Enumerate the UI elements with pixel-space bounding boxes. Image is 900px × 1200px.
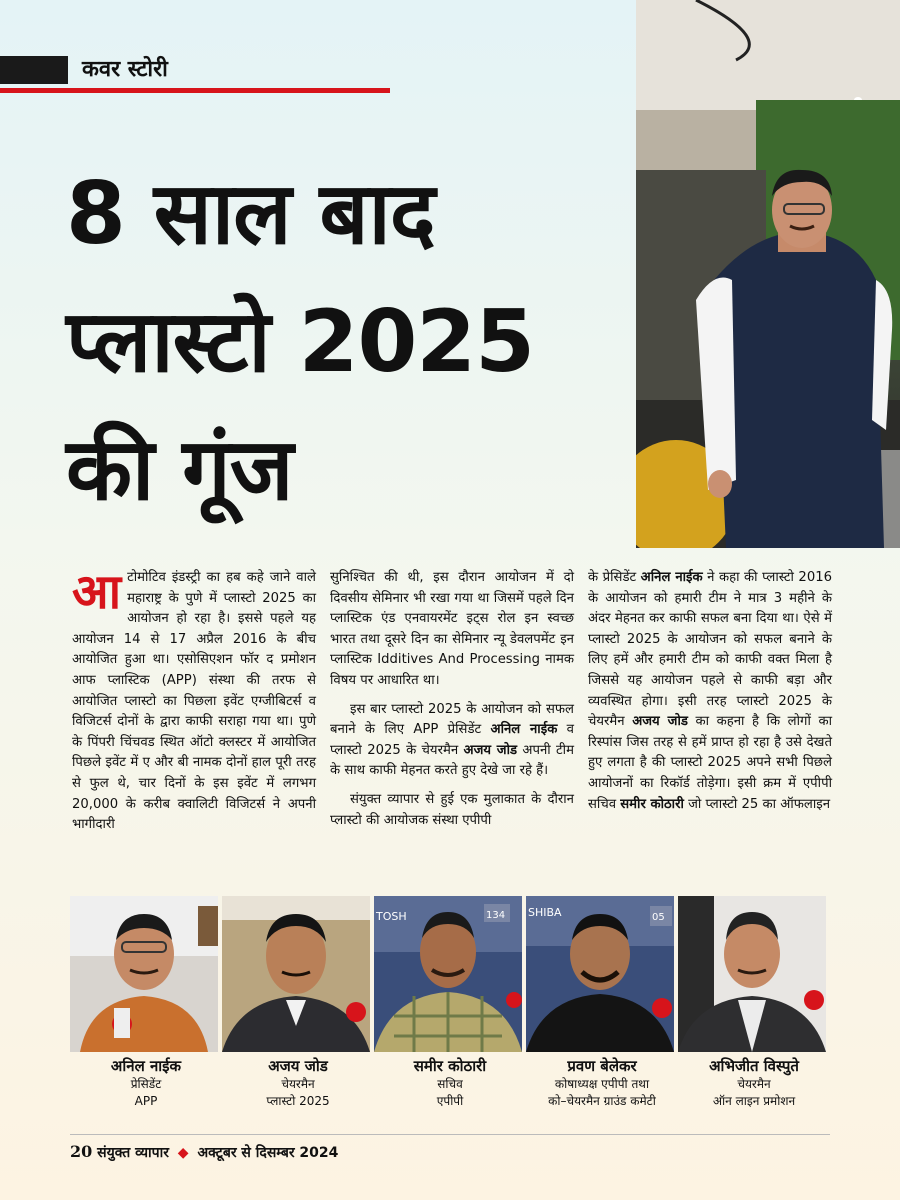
caption-role: कोषाध्यक्ष एपीपी तथा: [554, 1077, 650, 1091]
portrait-sameer-kothari: [374, 896, 522, 1052]
paragraph-text: व प्लास्टो 2025 के चेयरमैन: [330, 722, 575, 758]
article-column-1: [72, 564, 316, 844]
paragraph-text: का कहना है कि लोगों का रिस्पांस जिस तरह से हमें प्राप्त हो रहा है उसे देखते हुए लगता है की प्लास्टो 2025 अपने सभी पिछले आयोजनों का रिकॉर्ड तोड़ेगा। इसी क्रम में एपीपी सचिव: [588, 714, 832, 812]
screen-number: 134: [486, 910, 506, 921]
caption: [526, 1056, 678, 1110]
caption: [678, 1056, 830, 1110]
paragraph-text: अपनी टीम के साथ काफी मेहनत करते हुए देखे जा रहे हैं।: [330, 742, 574, 779]
person-name: अनिल नाईक: [640, 570, 703, 585]
person-photo-icon: [636, 0, 900, 548]
paragraph-text: जो प्लास्टो 25 का ऑफलाइन: [688, 796, 831, 812]
article-column-2: [330, 568, 574, 839]
article-column-3: [588, 568, 832, 823]
caption-role: सचिव: [437, 1077, 463, 1091]
caption: [70, 1056, 222, 1110]
caption-name: अनिल नाईक: [110, 1057, 182, 1075]
paragraph-text: इस बार प्लास्टो 2025 के आयोजन को सफल बनाने के लिए APP प्रेसिडेंट: [330, 701, 574, 738]
footer-rule: [70, 1134, 830, 1135]
paragraph: [330, 700, 574, 782]
hero-photo: [636, 0, 900, 548]
caption-role: प्लास्टो 2025: [266, 1094, 330, 1108]
caption-name: समीर कोठारी: [413, 1057, 487, 1075]
section-tag: [0, 56, 390, 94]
caption-role: को–चेयरमैन ग्राउंड कमेटी: [548, 1094, 656, 1108]
person-name: समीर कोठारी: [620, 796, 684, 812]
paragraph: सुनिश्चित की थी, इस दौरान आयोजन में दो दिवसीय सेमिनार भी रखा गया था जिसमें पहले दिन प्लास्टिक एंड एनवायरमेंट इट्स रोल इन स्वच्छ भारत तथा दूसरे दिन का सेमिनार न्यू डेवलपमेंट इन प्लास्टिक Idditives And Processing नामक विषय पर आधारित था।: [330, 570, 574, 688]
publication-name: संयुक्त व्यापार: [97, 1145, 169, 1161]
section-rule: [0, 88, 390, 93]
portrait-abhijeet-vispute: [678, 896, 826, 1052]
portrait-pravan-belekar: [526, 896, 674, 1052]
section-tag-block: [0, 56, 68, 84]
headline-line-3: की गूंज: [66, 420, 293, 520]
caption: [374, 1056, 526, 1110]
caption-role: APP: [134, 1094, 158, 1108]
person-name: अनिल नाईक: [490, 722, 558, 738]
screen-text: SHIBA: [528, 906, 562, 919]
portrait-ajay-jod: [222, 896, 370, 1052]
page-number: 20: [70, 1142, 93, 1161]
issue-date: अक्टूबर से दिसम्बर 2024: [197, 1145, 339, 1161]
caption: [222, 1056, 374, 1110]
paragraph: [588, 568, 832, 815]
caption-name: अभिजीत विस्पुते: [709, 1057, 799, 1075]
caption-name: अजय जोड: [268, 1057, 328, 1075]
person-name: अजय जोड: [632, 714, 688, 730]
caption-name: प्रवण बेलेकर: [567, 1057, 637, 1075]
page-footer: [70, 1134, 830, 1174]
headline-line-2: प्लास्टो 2025: [66, 292, 534, 392]
section-label: कवर स्टोरी: [82, 57, 168, 82]
person-photo-icon: [70, 896, 218, 1052]
paragraph: संयुक्त व्यापार से हुई एक मुलाकात के दौरान प्लास्टो की आयोजक संस्था एपीपी: [330, 791, 574, 828]
paragraph: [72, 564, 316, 836]
caption-role: चेयरमैन: [737, 1077, 771, 1091]
caption-role: ऑन लाइन प्रमोशन: [712, 1094, 796, 1108]
person-photo-icon: [222, 896, 370, 1052]
caption-role: प्रेसिडेंट: [130, 1077, 162, 1091]
portrait-strip: [70, 896, 830, 1052]
person-name: अजय जोड: [463, 742, 518, 758]
footer-text: [70, 1142, 338, 1162]
caption-role: एपीपी: [436, 1094, 464, 1108]
portrait-captions: [70, 1056, 830, 1116]
screen-number: 05: [652, 912, 665, 923]
person-photo-icon: [526, 896, 674, 1052]
headline-line-1: 8 साल बाद: [66, 164, 435, 264]
headline: [66, 150, 646, 534]
diamond-icon: ◆: [177, 1145, 189, 1161]
paragraph-text: के प्रेसिडेंट: [588, 570, 637, 585]
paragraph-text: टोमोटिव इंडस्ट्री का हब कहे जाने वाले महाराष्ट्र के पुणे में प्लास्टो 2025 का आयोजन हो रहा है। इससे पहले यह आयोजन 14 से 17 अप्रैल 2016 के बीच आयोजित हुआ था। एसोसिएशन फॉर द प्रमोशन आफ प्लास्टिक (APP) संस्था की तरफ से आयोजित प्लास्टो का पिछला इवेंट एग्जीबिटर्स व विजिटर्स दोनों के द्वारा काफी सराहा गया था। पुणे के पिंपरी चिंचवड स्थित ऑटो क्लस्टर में आयोजित पिछले इवेंट में ए और बी नामक दोनों हाल पूरी तरह से फुल थे, चार दिनों के इस इवेंट में लगभग 20,000 के करीब क्वालिटी विजिटर्स ने अपनी भागीदारी: [72, 570, 316, 833]
screen-text: TOSH: [376, 910, 407, 923]
person-photo-icon: [374, 896, 522, 1052]
drop-cap: आ: [72, 564, 122, 620]
portrait-anil-naik: [70, 896, 218, 1052]
paragraph-text: ने कहा की प्लास्टो 2016 के आयोजन को हमारी टीम ने मात्र 3 महीने के अंदर मेहनत कर काफी सफल बना दिया था। ऐसे में प्लास्टो 2025 के आयोजन को सफल बनाने के लिए हमें और हमारी टीम को काफी वक्त मिला है जिससे यह आयोजन पहले से काफी बड़ा और व्यवस्थित होगा। इसी तरह प्लास्टो 2025 के चेयरमैन: [588, 570, 832, 730]
person-photo-icon: [678, 896, 826, 1052]
caption-role: चेयरमैन: [281, 1077, 315, 1091]
